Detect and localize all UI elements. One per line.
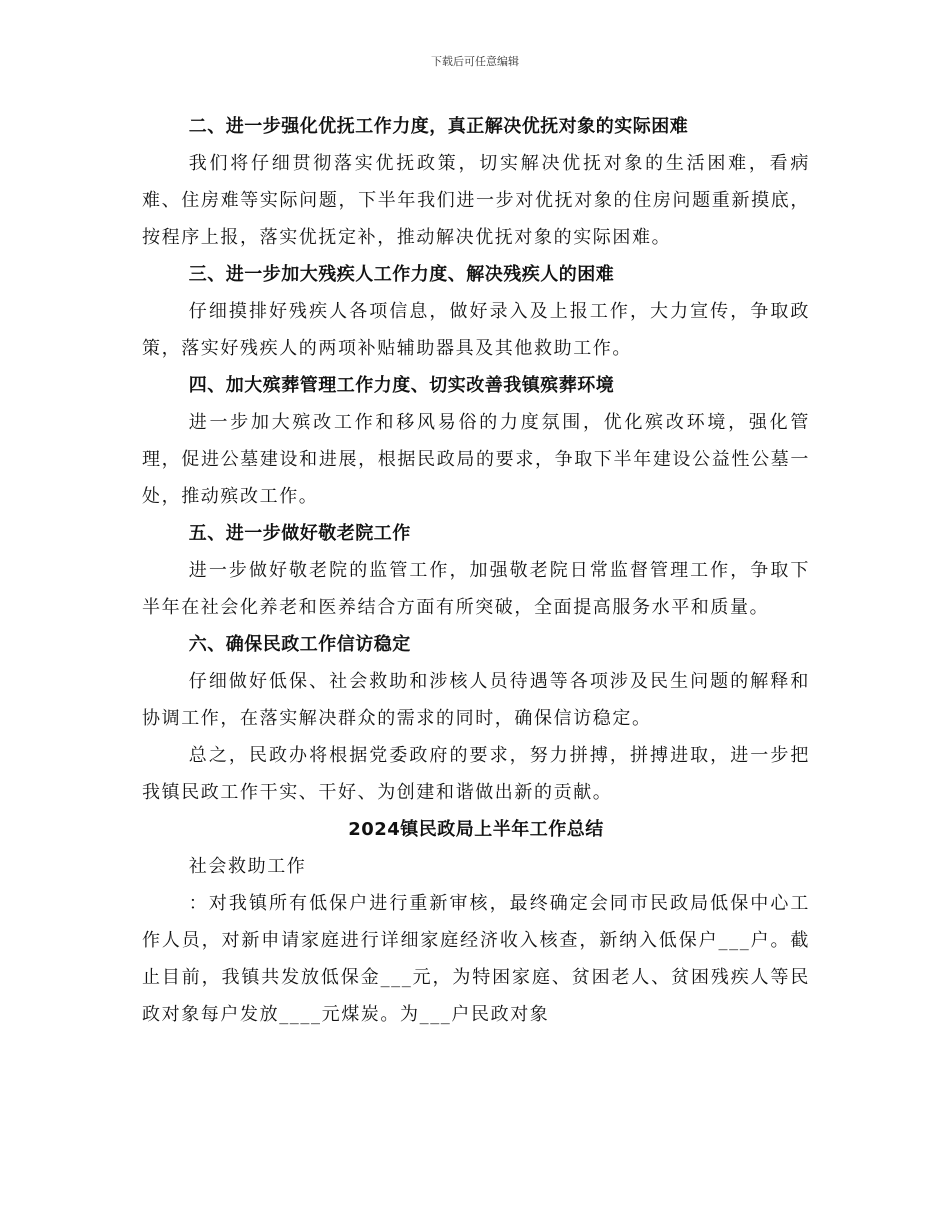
document-title: 2024镇民政局上半年工作总结 [348,819,604,840]
conclusion-paragraph: 总之，民政办将根据党委政府的要求，努力拼搏，拼搏进取，进一步把我镇民政工作干实、干好、为创建和谐做出新的贡献。 [142,745,810,803]
final-paragraph: ：对我镇所有低保户进行重新审核，最终确定会同市民政局低保中心工作人员，对新申请家庭进行详细家庭经济收入核查，新纳入低保户___户。截止目前，我镇共发放低保金___元，为特困家庭、贫困老人、贫困残疾人等民政对象每户发放____元煤炭。为___户民政对象 [142,893,810,1025]
section-heading: 六、确保民政工作信访稳定 [188,634,411,655]
section-heading: 五、进一步做好敬老院工作 [188,523,411,544]
page-header: 下载后可任意编辑 [431,55,519,68]
section-paragraph: 仔细摸排好残疾人各项信息，做好录入及上报工作，大力宣传，争取政策，落实好残疾人的两项补贴辅助器具及其他救助工作。 [142,301,810,359]
document-body [142,108,810,1033]
section-paragraph: 我们将仔细贯彻落实优抚政策，切实解决优抚对象的生活困难，看病难、住房难等实际问题，下半年我们进一步对优抚对象的住房问题重新摸底，按程序上报，落实优抚定补，推动解决优抚对象的实际困难。 [142,153,810,248]
section-heading: 二、进一步强化优抚工作力度，真正解决优抚对象的实际困难 [188,116,689,137]
section-paragraph: 进一步加大殡改工作和移风易俗的力度氛围，优化殡改环境，强化管理，促进公墓建设和进展，根据民政局的要求，争取下半年建设公益性公墓一处，推动殡改工作。 [142,412,810,507]
section-heading: 四、加大殡葬管理工作力度、切实改善我镇殡葬环境 [188,375,615,396]
section-paragraph: 仔细做好低保、社会救助和涉核人员待遇等各项涉及民生问题的解释和协调工作，在落实解决群众的需求的同时，确保信访稳定。 [142,671,810,729]
subheading: 社会救助工作 [188,856,307,877]
section-paragraph: 进一步做好敬老院的监管工作，加强敬老院日常监督管理工作，争取下半年在社会化养老和医养结合方面有所突破，全面提高服务水平和质量。 [142,560,810,618]
section-heading: 三、进一步加大残疾人工作力度、解决残疾人的困难 [188,264,615,285]
